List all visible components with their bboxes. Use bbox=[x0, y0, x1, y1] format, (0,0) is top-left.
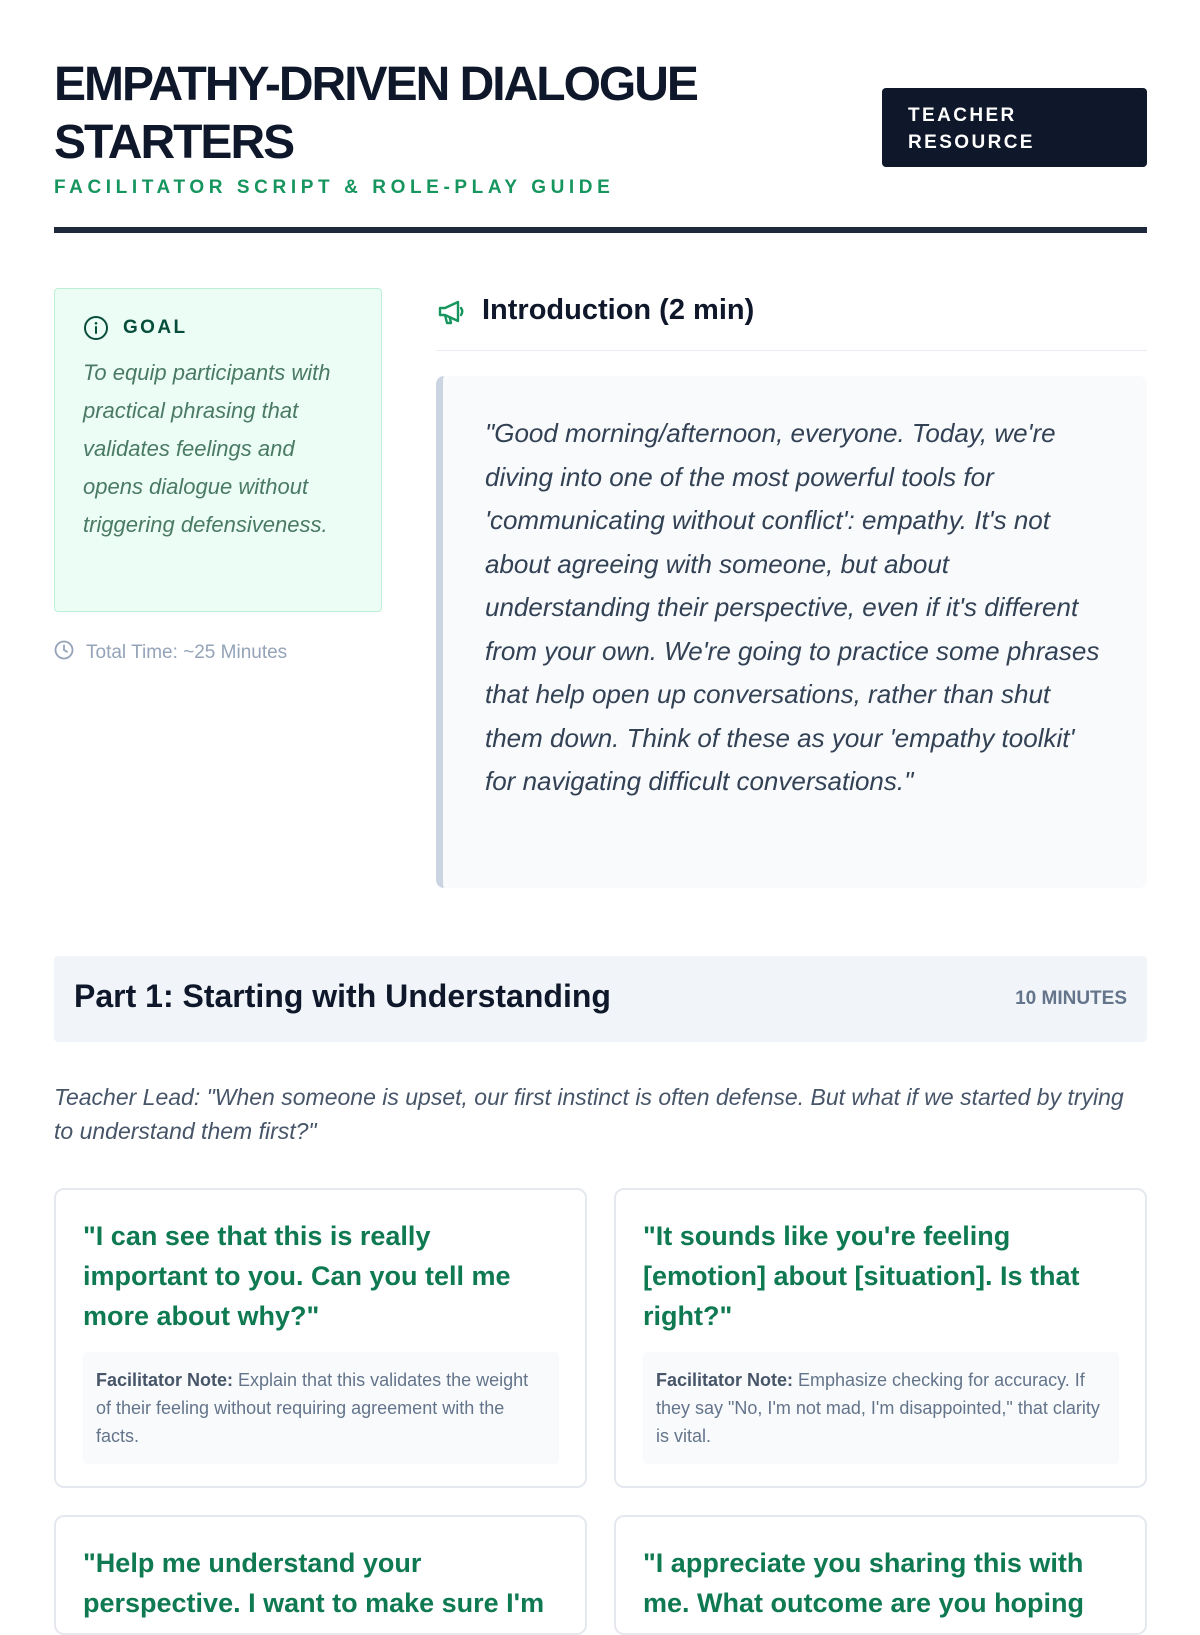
phrase-text: "I appreciate you sharing this with me. What outcome are you hoping bbox=[643, 1548, 1085, 1618]
total-time-text: Total Time: ~25 Minutes bbox=[86, 642, 288, 663]
phrase-card bbox=[614, 1515, 1147, 1635]
page-title: EMPATHY-DRIVEN DIALOGUE STARTERS bbox=[54, 58, 697, 169]
introduction-header bbox=[436, 290, 1147, 351]
part-1-header bbox=[54, 956, 1147, 1042]
facilitator-note-label: Facilitator Note: bbox=[656, 1370, 794, 1390]
goal-card bbox=[54, 288, 382, 612]
part-1-duration: 10 MINUTES bbox=[1015, 988, 1127, 1009]
phrase-card bbox=[54, 1515, 587, 1635]
phrase-text: "It sounds like you're feeling [emotion] about [situation]. Is that right?" bbox=[643, 1221, 1080, 1331]
info-icon bbox=[83, 315, 109, 341]
goal-label: GOAL bbox=[123, 317, 188, 338]
page-subtitle: FACILITATOR SCRIPT & ROLE-PLAY GUIDE bbox=[54, 177, 615, 198]
megaphone-icon bbox=[436, 290, 468, 333]
introduction-title: Introduction (2 min) bbox=[482, 294, 755, 326]
teacher-resource-badge bbox=[882, 88, 1147, 167]
phrase-card bbox=[614, 1188, 1147, 1488]
badge-line-1: TEACHER bbox=[908, 105, 1017, 126]
goal-header bbox=[83, 313, 353, 343]
facilitator-note bbox=[643, 1352, 1119, 1464]
part-1-title: Part 1: Starting with Understanding bbox=[74, 978, 611, 1014]
introduction-quote bbox=[436, 376, 1147, 888]
facilitator-note-text: Emphasize checking for accuracy. If they say "No, I'm not mad, I'm disappointed," that clarity is vital. bbox=[656, 1370, 1100, 1446]
facilitator-note bbox=[83, 1352, 559, 1464]
total-time bbox=[54, 640, 287, 666]
clock-icon bbox=[54, 640, 74, 666]
badge-line-2: RESOURCE bbox=[908, 132, 1035, 153]
facilitator-note-label: Facilitator Note: bbox=[96, 1370, 234, 1390]
phrase-text: "I can see that this is really important to you. Can you tell me more about why?" bbox=[83, 1221, 511, 1331]
page bbox=[54, 0, 1147, 1618]
header bbox=[54, 0, 1147, 234]
teacher-lead: Teacher Lead: "When someone is upset, our first instinct is often defense. But what if we started by trying to understand them first?" bbox=[54, 1084, 1124, 1144]
goal-text: To equip participants with practical phrasing that validates feelings and opens dialogue without triggering defensiveness. bbox=[83, 360, 331, 537]
phrase-text: "Help me understand your perspective. I want to make sure I'm bbox=[83, 1548, 545, 1618]
header-divider bbox=[54, 227, 1147, 233]
introduction-quote-text: "Good morning/afternoon, everyone. Today, we're diving into one of the most powerful tools for 'communicating without conflict': empathy. It's not about agreeing with someone, but about understanding their perspective, even if it's different from your own. We're going to practice some phrases that help open up conversations, rather than shut them down. Think of these as your 'empathy toolkit' for navigating difficult conversations." bbox=[485, 418, 1100, 796]
facilitator-note-text: Explain that this validates the weight of their feeling without requiring agreement with the facts. bbox=[96, 1370, 529, 1446]
phrase-card bbox=[54, 1188, 587, 1488]
